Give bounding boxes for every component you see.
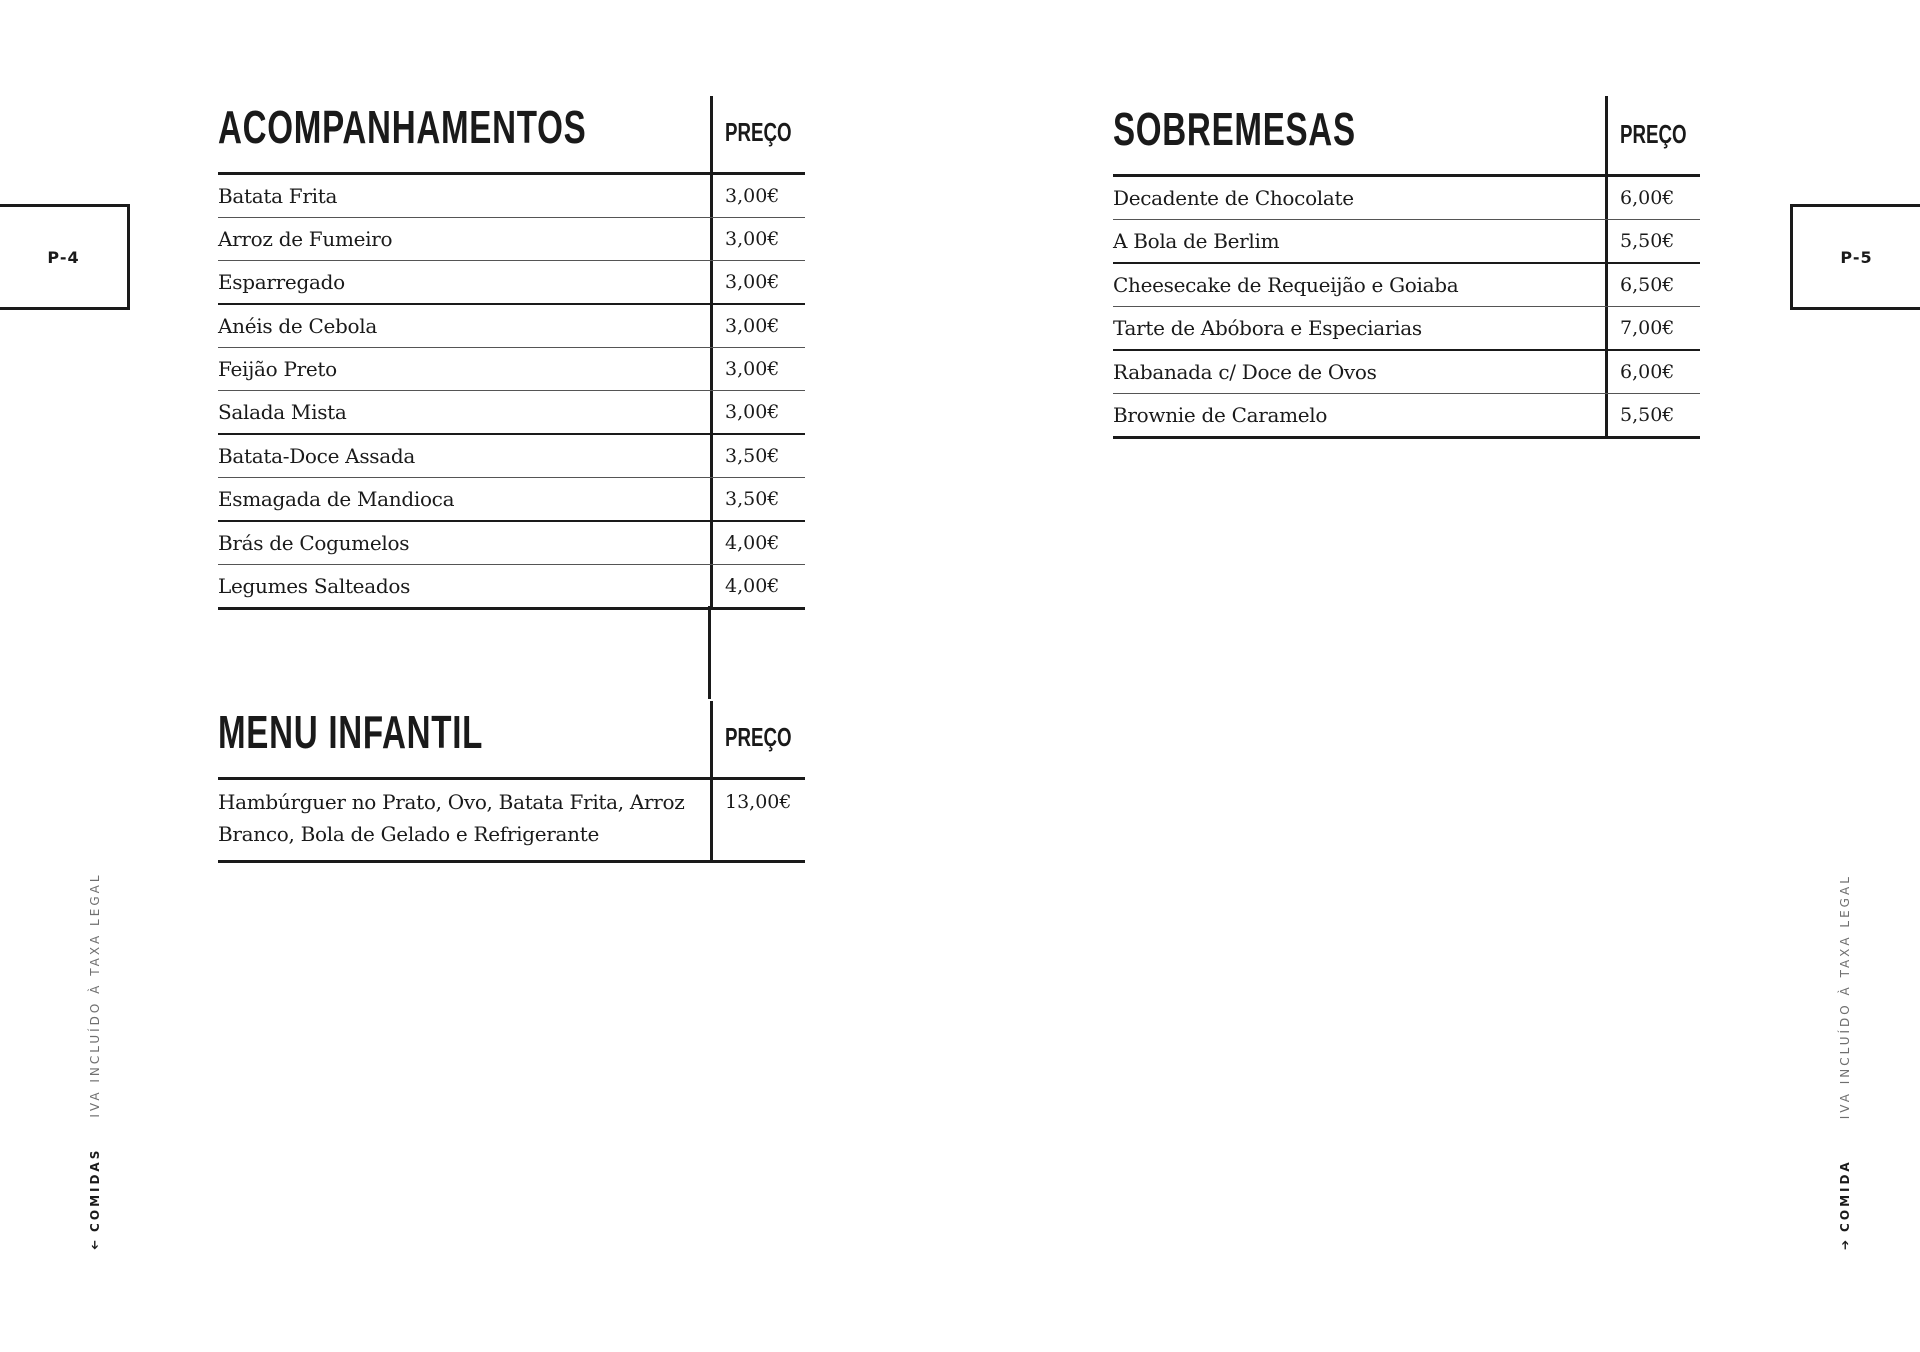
item-price: 3,00€ [710, 175, 805, 217]
table-header [218, 96, 805, 175]
menu-row [1113, 351, 1700, 394]
item-price: 6,50€ [1605, 264, 1700, 306]
item-name: Legumes Salteados [218, 574, 411, 598]
price-column-header: PREÇO [1605, 96, 1700, 174]
arrow-down-icon: ➔ [88, 1239, 102, 1250]
menu-row [1113, 177, 1700, 220]
tax-note: IVA INCLUÍDO À TAXA LEGAL [1838, 874, 1852, 1120]
menu-row [1113, 264, 1700, 307]
section-label: COMIDA [1838, 1159, 1852, 1232]
sobremesas-table [1113, 96, 1700, 439]
item-price: 4,00€ [710, 565, 805, 607]
item-price: 3,00€ [710, 218, 805, 260]
item-price: 3,00€ [710, 261, 805, 303]
item-name: Cheesecake de Requeijão e Goiaba [1113, 273, 1459, 297]
menu-infantil-table [218, 701, 805, 863]
page-number-label: P-4 [47, 247, 80, 267]
item-name: Rabanada c/ Doce de Ovos [1113, 360, 1377, 384]
menu-row [218, 565, 805, 610]
menu-row [218, 478, 805, 522]
acompanhamentos-table [218, 96, 805, 610]
item-price: 4,00€ [710, 522, 805, 564]
item-price: 3,00€ [710, 391, 805, 433]
price-column-header: PREÇO [710, 701, 805, 777]
price-column-header: PREÇO [710, 96, 805, 172]
menu-row [218, 261, 805, 305]
menu-row [218, 391, 805, 435]
table-header [218, 701, 805, 780]
page-number-tab-right [1790, 204, 1920, 310]
item-price: 3,00€ [710, 348, 805, 390]
item-name: Brás de Cogumelos [218, 531, 410, 555]
item-price: 5,50€ [1605, 220, 1700, 262]
section-label: COMIDAS [88, 1147, 102, 1232]
menu-row [218, 218, 805, 261]
arrow-up-icon: ➔ [1838, 1239, 1852, 1250]
page-number-tab-left [0, 204, 130, 310]
item-name: Batata-Doce Assada [218, 444, 415, 468]
item-name: Hambúrguer no Prato, Ovo, Batata Frita, Arroz Branco, Bola de Gelado e Refrigerante [218, 790, 685, 846]
item-name: A Bola de Berlim [1113, 229, 1280, 253]
item-price: 3,50€ [710, 435, 805, 477]
item-price: 7,00€ [1605, 307, 1700, 349]
item-name: Tarte de Abóbora e Especiarias [1113, 316, 1422, 340]
item-price: 3,00€ [710, 305, 805, 347]
item-price: 5,50€ [1605, 394, 1700, 436]
item-name: Feijão Preto [218, 357, 337, 381]
item-price: 13,00€ [710, 780, 805, 860]
item-price: 6,00€ [1605, 351, 1700, 393]
menu-row [218, 305, 805, 348]
menu-row [1113, 394, 1700, 439]
item-name: Esparregado [218, 270, 345, 294]
item-name: Esmagada de Mandioca [218, 487, 455, 511]
menu-row [218, 522, 805, 565]
menu-row [1113, 307, 1700, 351]
item-name: Arroz de Fumeiro [218, 227, 393, 251]
page-number-label: P-5 [1840, 247, 1873, 267]
item-name: Anéis de Cebola [218, 314, 377, 338]
item-price: 3,50€ [710, 478, 805, 520]
item-name: Brownie de Caramelo [1113, 403, 1328, 427]
section-title: MENU INFANTIL [218, 706, 484, 758]
menu-row [218, 175, 805, 218]
tax-note: IVA INCLUÍDO À TAXA LEGAL [88, 872, 102, 1118]
menu-row [218, 780, 805, 863]
menu-row [1113, 220, 1700, 264]
table-header [1113, 96, 1700, 177]
section-title: SOBREMESAS [1113, 103, 1356, 155]
column-divider [708, 606, 711, 699]
menu-row [218, 348, 805, 391]
item-name: Batata Frita [218, 184, 338, 208]
item-price: 6,00€ [1605, 177, 1700, 219]
menu-row [218, 435, 805, 478]
item-name: Salada Mista [218, 400, 347, 424]
item-name: Decadente de Chocolate [1113, 186, 1354, 210]
section-title: ACOMPANHAMENTOS [218, 101, 587, 153]
